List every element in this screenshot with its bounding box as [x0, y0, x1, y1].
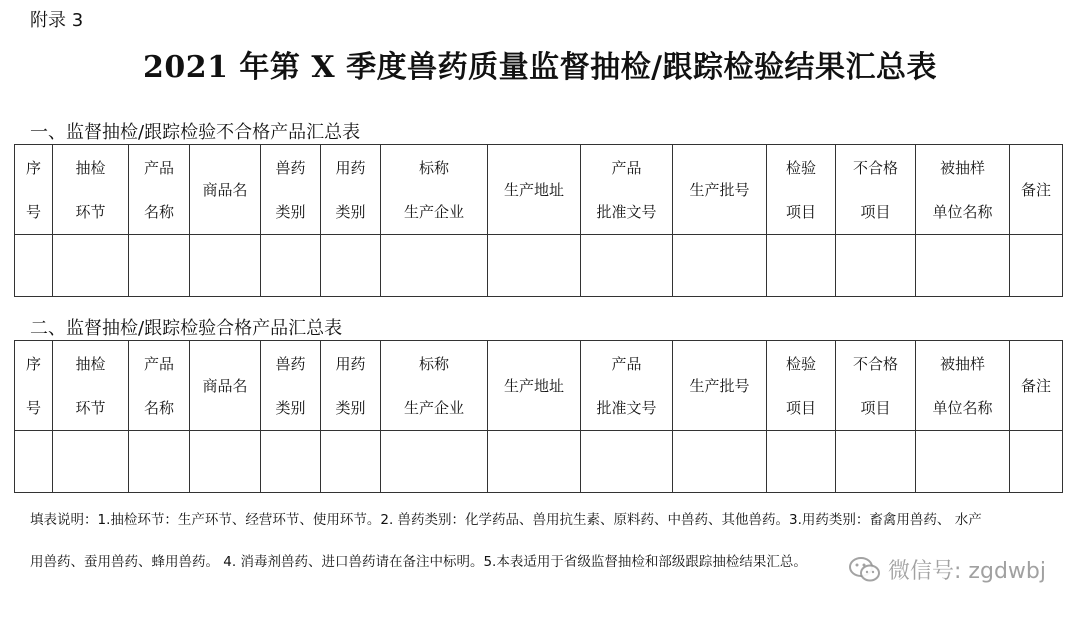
table-cell [321, 431, 381, 493]
col-header-drug-category: 兽药 类别 [261, 145, 321, 235]
table-cell [916, 431, 1010, 493]
table-cell [381, 235, 488, 297]
col-header-sampled-unit: 被抽样 单位名称 [916, 145, 1010, 235]
table-header-row [15, 341, 1063, 431]
table-header-row [15, 145, 1063, 235]
table-cell [261, 431, 321, 493]
table-cell [1010, 235, 1063, 297]
table-cell [1010, 431, 1063, 493]
table-cell [53, 235, 129, 297]
table-row [15, 235, 1063, 297]
unqualified-products-table [14, 144, 1063, 297]
col-header-drug-category: 兽药 类别 [261, 341, 321, 431]
col-header-approval-number: 产品 批准文号 [581, 145, 673, 235]
col-header-batch-number: 生产批号 [673, 341, 767, 431]
table-cell [673, 431, 767, 493]
fill-instructions-line2: 用兽药、蚕用兽药、蜂用兽药。 4. 消毒剂兽药、进口兽药请在备注中标明。5.本表适用于省级监督抽检和部级跟踪抽检结果汇总。 [30, 554, 807, 570]
table-cell [581, 431, 673, 493]
table-cell [321, 235, 381, 297]
table-cell [767, 235, 836, 297]
col-header-sampling-stage: 抽检 环节 [53, 341, 129, 431]
col-header-index: 序 号 [15, 145, 53, 235]
section1-heading: 一、监督抽检/跟踪检验不合格产品汇总表 [30, 122, 361, 143]
qualified-products-table [14, 340, 1063, 493]
col-header-manufacturer: 标称 生产企业 [381, 341, 488, 431]
col-header-remarks: 备注 [1010, 341, 1063, 431]
table-cell [129, 235, 190, 297]
page-title: 2021 年第 X 季度兽药质量监督抽检/跟踪检验结果汇总表 [142, 50, 938, 85]
col-header-usage-category: 用药 类别 [321, 145, 381, 235]
table-cell [767, 431, 836, 493]
table-cell [836, 235, 916, 297]
col-header-usage-category: 用药 类别 [321, 341, 381, 431]
table-cell [15, 431, 53, 493]
table-cell [129, 431, 190, 493]
col-header-trade-name: 商品名 [190, 145, 261, 235]
table-cell [488, 431, 581, 493]
table-row [15, 431, 1063, 493]
table-cell [673, 235, 767, 297]
col-header-batch-number: 生产批号 [673, 145, 767, 235]
wechat-icon [848, 556, 882, 584]
watermark-text: 微信号: zgdwbj [888, 559, 1046, 584]
appendix-label: 附录 3 [30, 10, 84, 31]
table-cell [261, 235, 321, 297]
col-header-manufacturer: 标称 生产企业 [381, 145, 488, 235]
watermark [848, 554, 1046, 585]
col-header-approval-number: 产品 批准文号 [581, 341, 673, 431]
col-header-sampling-stage: 抽检 环节 [53, 145, 129, 235]
col-header-product-name: 产品 名称 [129, 145, 190, 235]
col-header-product-name: 产品 名称 [129, 341, 190, 431]
col-header-failed-items: 不合格 项目 [836, 145, 916, 235]
table-cell [53, 431, 129, 493]
table-cell [488, 235, 581, 297]
table-cell [190, 235, 261, 297]
col-header-test-items: 检验 项目 [767, 341, 836, 431]
fill-instructions-line1: 填表说明：1.抽检环节：生产环节、经营环节、使用环节。2. 兽药类别：化学药品、兽用抗生素、原料药、中兽药、其他兽药。3.用药类别：畜禽用兽药、 水产 [30, 512, 982, 528]
table-cell [916, 235, 1010, 297]
col-header-index: 序 号 [15, 341, 53, 431]
col-header-sampled-unit: 被抽样 单位名称 [916, 341, 1010, 431]
table-cell [836, 431, 916, 493]
table-cell [581, 235, 673, 297]
col-header-failed-items: 不合格 项目 [836, 341, 916, 431]
col-header-trade-name: 商品名 [190, 341, 261, 431]
section2-heading: 二、监督抽检/跟踪检验合格产品汇总表 [30, 318, 343, 339]
col-header-address: 生产地址 [488, 145, 581, 235]
col-header-address: 生产地址 [488, 341, 581, 431]
table-cell [381, 431, 488, 493]
table-cell [15, 235, 53, 297]
col-header-remarks: 备注 [1010, 145, 1063, 235]
table-cell [190, 431, 261, 493]
col-header-test-items: 检验 项目 [767, 145, 836, 235]
